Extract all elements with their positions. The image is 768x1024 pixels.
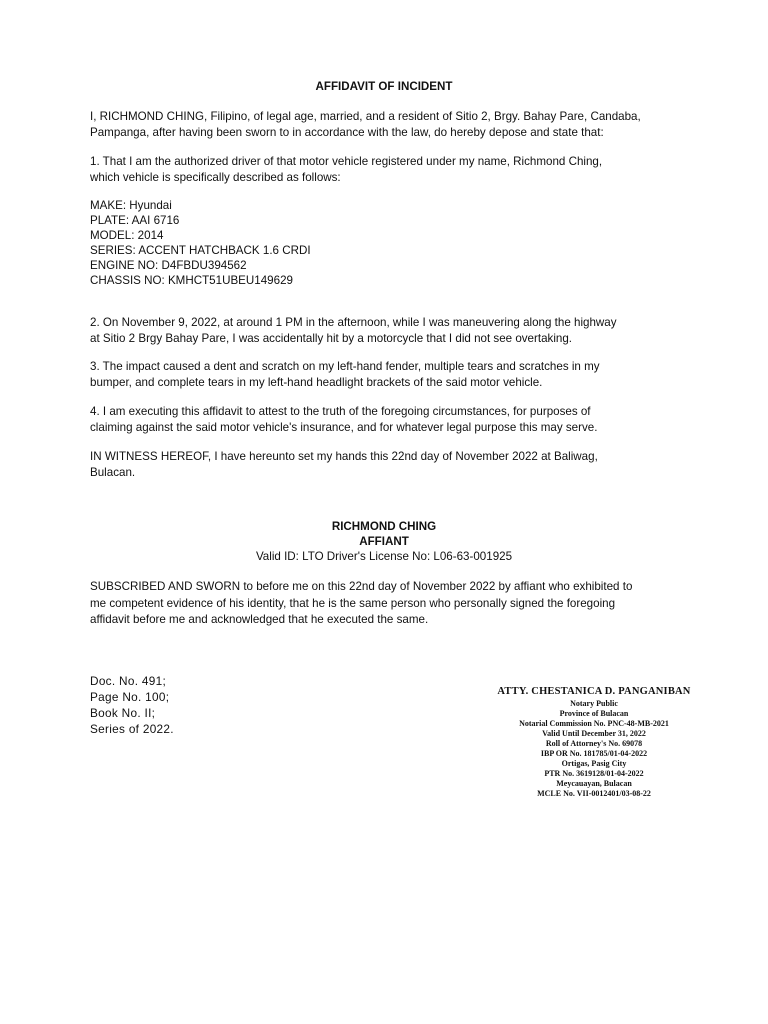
vehicle-chassis: CHASSIS NO: KMHCT51UBEU149629: [90, 274, 293, 287]
intro-line-1: I, RICHMOND CHING, Filipino, of legal age, married, and a resident of Sitio 2, Brgy. Bahay Pare, Candaba,: [90, 110, 641, 123]
document-title: AFFIDAVIT OF INCIDENT: [315, 80, 453, 93]
para1-line-2: which vehicle is specifically described as follows:: [90, 171, 341, 184]
witness-line-1: IN WITNESS HEREOF, I have hereunto set my hands this 22nd day of November 2022 at Baliwag,: [90, 450, 598, 463]
notary-line: Ortigas, Pasig City: [561, 759, 627, 768]
para1-line-1: 1. That I am the authorized driver of that motor vehicle registered under my name, Richmond Ching,: [90, 155, 603, 168]
notary-line: MCLE No. VII-0012401/03-08-22: [537, 789, 651, 798]
notary-line: Meycauayan, Bulacan: [556, 779, 632, 788]
witness-line-2: Bulacan.: [90, 466, 136, 479]
notary-line: Notarial Commission No. PNC-48-MB-2021: [519, 719, 669, 728]
notary-block: [440, 685, 748, 799]
jurat-line-2: me competent evidence of his identity, that he is the same person who personally signed the foregoing: [90, 597, 616, 610]
jurat-line-3: affidavit before me and acknowledged that he executed the same.: [90, 613, 429, 626]
jurat-line-1: SUBSCRIBED AND SWORN to before me on this 22nd day of November 2022 by affiant who exhibited to: [90, 580, 633, 593]
para3-line-2: bumper, and complete tears in my left-hand headlight brackets of the said motor vehicle.: [90, 376, 543, 389]
notary-line: Province of Bulacan: [559, 709, 629, 718]
intro-line-2: Pampanga, after having been sworn to in accordance with the law, do hereby depose and state that:: [90, 126, 604, 139]
vehicle-model: MODEL: 2014: [90, 229, 164, 242]
notary-line: Roll of Attorney's No. 69078: [545, 739, 643, 748]
vehicle-plate: PLATE: AAI 6716: [90, 214, 180, 227]
para2-line-1: 2. On November 9, 2022, at around 1 PM in the afternoon, while I was maneuvering along the highway: [90, 316, 617, 329]
notary-line: IBP OR No. 181785/01-04-2022: [540, 749, 648, 758]
doc-number: Doc. No. 491;: [90, 674, 167, 688]
affiant-name: RICHMOND CHING: [331, 520, 437, 533]
notary-line: Notary Public: [570, 699, 618, 708]
series-year: Series of 2022.: [90, 722, 174, 736]
vehicle-make: MAKE: Hyundai: [90, 199, 172, 212]
book-number: Book No. II;: [90, 706, 156, 720]
notary-line: Valid Until December 31, 2022: [542, 729, 646, 738]
para4-line-2: claiming against the said motor vehicle's insurance, and for whatever legal purpose this may serve.: [90, 421, 598, 434]
affiant-valid-id: Valid ID: LTO Driver's License No: L06-63-001925: [255, 550, 513, 563]
para2-line-2: at Sitio 2 Brgy Bahay Pare, I was accidentally hit by a motorcycle that I did not see overtaking.: [90, 332, 573, 345]
vehicle-series: SERIES: ACCENT HATCHBACK 1.6 CRDI: [90, 244, 311, 257]
affiant-role: AFFIANT: [359, 535, 409, 548]
notary-line: PTR No. 3619128/01-04-2022: [544, 769, 644, 778]
notary-name: ATTY. CHESTANICA D. PANGANIBAN: [497, 686, 691, 697]
vehicle-engine: ENGINE NO: D4FBDU394562: [90, 259, 247, 272]
para3-line-1: 3. The impact caused a dent and scratch on my left-hand fender, multiple tears and scratches in my: [90, 360, 600, 373]
para4-line-1: 4. I am executing this affidavit to attest to the truth of the foregoing circumstances, for purposes of: [90, 405, 591, 418]
page-number: Page No. 100;: [90, 690, 170, 704]
